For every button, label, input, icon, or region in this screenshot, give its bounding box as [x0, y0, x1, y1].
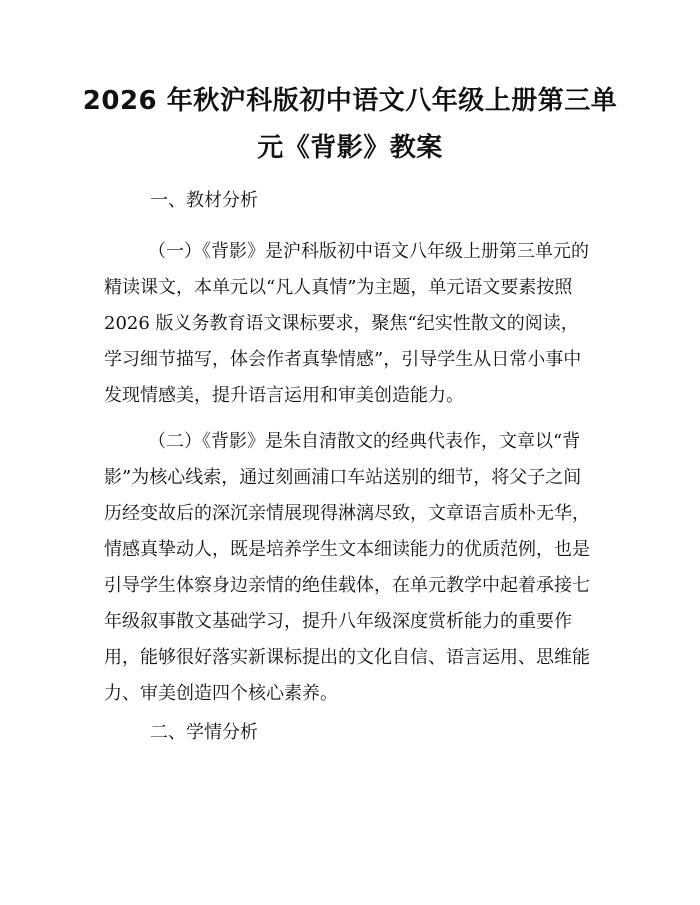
paragraph-2-line-1: （二）《背影》是朱自清散文的经典代表作，文章以“背 [148, 431, 581, 452]
paragraph-1-line-4: 学习细节描写，体会作者真挚情感”，引导学生从日常小事中 [104, 349, 582, 370]
section-heading-teaching-material-analysis: 一、教材分析 [150, 190, 258, 211]
paragraph-2-line-4: 情感真挚动人，既是培养学生文本细读能力的优质范例，也是 [104, 539, 590, 560]
paragraph-2-line-7: 用，能够很好落实新课标提出的文化自信、语言运用、思维能 [104, 647, 590, 668]
paragraph-1-line-5: 发现情感美，提升语言运用和审美创造能力。 [104, 385, 464, 406]
paragraph-1-line-3: 2026 版义务教育语文课标要求，聚焦“纪实性散文的阅读， [104, 313, 579, 334]
paragraph-2-line-5: 引导学生体察身边亲情的绝佳载体，在单元教学中起着承接七 [104, 575, 590, 596]
paragraph-1-line-2: 精读课文，本单元以“凡人真情”为主题，单元语文要素按照 [104, 277, 573, 298]
paragraph-2-line-2: 影”为核心线索，通过刻画浦口车站送别的细节，将父子之间 [104, 467, 582, 488]
paragraph-2-line-8: 力、审美创造四个核心素养。 [104, 683, 338, 704]
paragraph-1-line-1: （一）《背影》是沪科版初中语文八年级上册第三单元的 [148, 241, 589, 262]
document-title-line-2: 元《背影》教案 [257, 133, 443, 163]
paragraph-2-line-3: 历经变故后的深沉亲情展现得淋漓尽致，文章语言质朴无华， [104, 503, 590, 524]
section-heading-learner-analysis: 二、学情分析 [150, 722, 258, 743]
document-title-line-1: 2026 年秋沪科版初中语文八年级上册第三单 [82, 86, 618, 116]
paragraph-2-line-6: 年级叙事散文基础学习，提升八年级深度赏析能力的重要作 [104, 611, 572, 632]
